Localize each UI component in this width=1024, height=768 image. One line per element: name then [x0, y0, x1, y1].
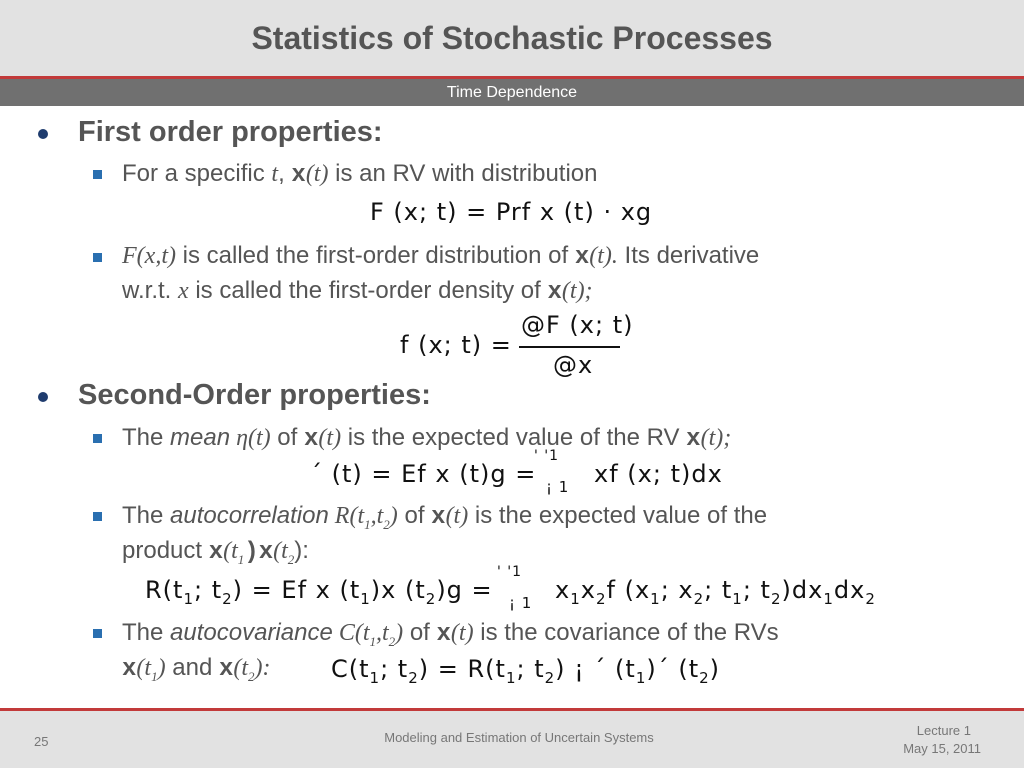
text: is the expected value of the RV [341, 424, 687, 451]
heading-second-order: Second-Order properties: [78, 379, 431, 411]
subscript: 2 [693, 589, 705, 608]
text: and [165, 654, 219, 681]
text: is the covariance of the RVs [473, 619, 779, 646]
subscript: 2 [287, 551, 295, 567]
subscript: 2 [383, 516, 390, 532]
text: is the expected value of the [468, 502, 768, 529]
equation-autocorrelation-right [555, 576, 876, 608]
subscript: 1 [650, 589, 661, 608]
course-title: Modeling and Estimation of Uncertain Systems [384, 730, 654, 745]
text: The [122, 424, 171, 451]
eq-part: dx [833, 576, 866, 604]
math-x: )x [244, 539, 274, 566]
text: is called the first-order distribution of [175, 242, 575, 269]
math-arg: (t). [589, 243, 618, 269]
subscript: 2 [222, 589, 233, 608]
eq-part: ; t [704, 576, 733, 604]
subscript: 1 [151, 668, 158, 684]
eq-part: )´ (t [646, 655, 700, 683]
page-number: 25 [34, 734, 49, 749]
text: For a specific [122, 160, 272, 187]
text: of [270, 424, 304, 451]
math-x: x [304, 426, 319, 453]
math-R: R(t [328, 503, 365, 529]
eq-part: f (x [606, 576, 651, 604]
equation-mean-left: ´ (t) = Ef x (t)g = [310, 460, 537, 488]
subscript: 2 [425, 589, 437, 608]
math-x: x [178, 278, 189, 304]
eq-part: )x (t [370, 576, 426, 604]
item-autocorrelation-line2 [122, 537, 309, 568]
math-x: x [122, 656, 137, 683]
math-x: x [547, 279, 562, 306]
subscript: 2 [248, 668, 255, 684]
math: ): [254, 655, 271, 681]
math-x: x [291, 162, 306, 189]
subscript: 2 [865, 589, 876, 608]
bullet-icon [38, 392, 48, 402]
eq-part: x [555, 576, 571, 604]
math-arg: (t); [700, 425, 732, 451]
item-autocovariance [122, 619, 779, 650]
equation-mean-right: xf (x; t)dx [594, 460, 723, 488]
eq-part: ; t [516, 655, 545, 683]
text: of [403, 619, 437, 646]
subscript: 2 [595, 589, 607, 608]
bullet-icon [38, 129, 48, 139]
eq-part: ; t [194, 576, 223, 604]
subscript: 2 [408, 668, 419, 687]
equation-autocovariance [331, 655, 720, 687]
subscript: 1 [369, 633, 376, 649]
text: w.r.t. [122, 277, 179, 304]
math-x: x [431, 504, 446, 531]
math-arg: (t [273, 538, 288, 564]
eq-part: ) = R(t [418, 655, 506, 683]
fraction-line [519, 346, 620, 348]
eq-part: )g = [436, 576, 493, 604]
section-subtitle: Time Dependence [0, 79, 1024, 106]
subscript: 1 [183, 589, 194, 608]
math-arg: (t [233, 655, 249, 681]
math-C: C(t [332, 620, 370, 646]
text: of [397, 502, 432, 529]
subscript: 2 [699, 668, 710, 687]
subscript: 2 [388, 633, 396, 649]
math-x: x [436, 621, 451, 648]
integral-bottom: ¡ 1 [546, 478, 570, 496]
math-arg: (t) [305, 161, 329, 187]
integral-bottom: ¡ 1 [509, 594, 533, 612]
eq-part: ; x [660, 576, 694, 604]
subscript: 2 [770, 589, 782, 608]
subscript: 1 [570, 589, 581, 608]
math-t: t [271, 161, 279, 187]
subscript: 1 [732, 589, 743, 608]
eq-part: C(t [331, 655, 370, 683]
math-x: x [686, 426, 701, 453]
text: is an RV with distribution [328, 160, 598, 187]
equation-autocorrelation-left [145, 576, 493, 608]
subscript: 1 [237, 551, 245, 567]
math-eta: η(t) [230, 425, 271, 451]
math-arg: (t); [561, 278, 593, 304]
subscript: 1 [369, 668, 381, 687]
term-autocorrelation: autocorrelation [170, 502, 329, 529]
math-F: F [122, 243, 137, 269]
math-x: x [574, 244, 590, 271]
math-x: x [218, 656, 234, 683]
square-bullet-icon [93, 512, 102, 521]
text: Its derivative [617, 242, 760, 269]
item-first-order-density [122, 277, 593, 306]
square-bullet-icon [93, 253, 102, 262]
eq-part: ) = Ef x (t [232, 576, 361, 604]
eq-part: ) ¡ ´ (t [555, 655, 636, 683]
text: is called the first-order density of [188, 277, 548, 304]
math: ) [157, 655, 166, 681]
equation-distribution: F (x; t) = Prf x (t) · xg [370, 198, 653, 226]
math: ,t [370, 503, 384, 529]
eq-part: ) [709, 655, 721, 683]
subscript: 1 [505, 668, 517, 687]
subscript: 1 [823, 589, 834, 608]
square-bullet-icon [93, 434, 102, 443]
math-arg: (t [136, 655, 152, 681]
lecture-date: May 15, 2011 [903, 741, 981, 756]
eq-part: ; t [742, 576, 771, 604]
square-bullet-icon [93, 170, 102, 179]
math-arg: (t) [450, 620, 474, 646]
math-arg: (x,t) [136, 243, 176, 269]
text: product [122, 537, 209, 564]
eq-part: R(t [145, 576, 184, 604]
subscript: 1 [360, 589, 371, 608]
math: ) [395, 620, 404, 646]
math: ,t [375, 620, 389, 646]
eq-part: ; t [380, 655, 409, 683]
text: The [122, 619, 171, 646]
text: , [278, 160, 292, 187]
eq-part: x [580, 576, 596, 604]
lecture-label: Lecture 1 [916, 723, 971, 738]
eq-part: )dx [781, 576, 824, 604]
text: ): [294, 537, 309, 564]
item-mean [122, 424, 731, 453]
subscript: 1 [635, 668, 647, 687]
subscript: 1 [364, 516, 371, 532]
math-x: x [208, 539, 224, 566]
item-autocorrelation [122, 502, 767, 533]
term-mean: mean [170, 424, 231, 451]
term-autocovariance: autocovariance [170, 619, 333, 646]
integral-top: ' '1 [534, 448, 560, 464]
square-bullet-icon [93, 629, 102, 638]
slide-title: Statistics of Stochastic Processes [251, 20, 773, 56]
integral-top: ' '1 [497, 564, 523, 580]
math-arg: (t) [445, 503, 469, 529]
equation-density-numerator: @F (x; t) [521, 311, 634, 339]
heading-first-order: First order properties: [78, 116, 383, 148]
math-arg: (t) [318, 425, 342, 451]
equation-density-denominator: @x [553, 351, 594, 379]
item-first-order-distribution [122, 242, 759, 271]
text: The [122, 502, 171, 529]
math-arg: (t [223, 538, 238, 564]
equation-density-lhs: f (x; t) = [400, 331, 512, 359]
math: ) [389, 503, 398, 529]
subscript: 2 [544, 668, 556, 687]
item-first-order-rv [122, 160, 597, 189]
item-autocovariance-line2 [122, 654, 271, 685]
